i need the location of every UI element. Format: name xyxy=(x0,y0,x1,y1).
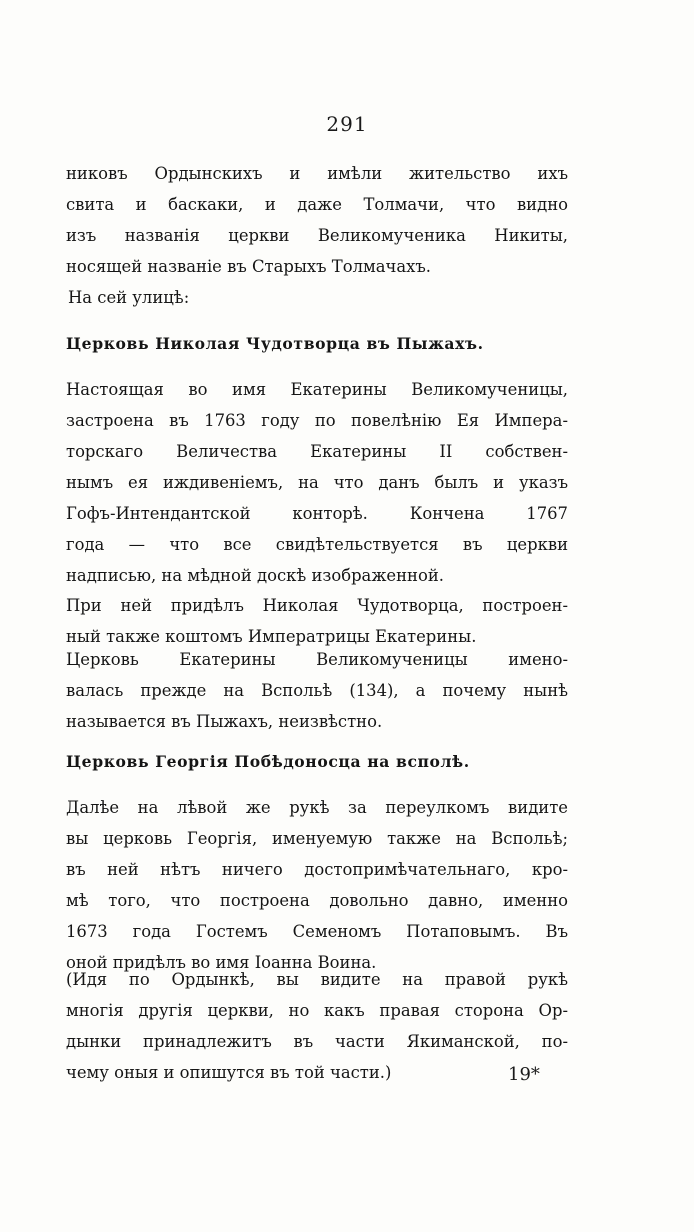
text-line: При ней придѣлъ Николая Чудотворца, построен- xyxy=(66,596,568,615)
text-line: изъ названія церкви Великомученика Никиты, xyxy=(66,226,568,245)
text-line: ный также коштомъ Императрицы Екатерины. xyxy=(66,627,477,646)
text-line: называется въ Пыжахъ, неизвѣстно. xyxy=(66,712,383,731)
text-line: вы церковь Георгія, именуемую также на Вспольѣ; xyxy=(66,829,568,848)
text-line: Церковь Екатерины Великомученицы имено- xyxy=(66,650,568,669)
signature-mark: 19* xyxy=(508,1064,540,1085)
text-line: Далѣе на лѣвой же рукѣ за переулкомъ видите xyxy=(66,798,568,817)
section1-paragraph-3 xyxy=(66,644,568,737)
text-line: оной придѣлъ во имя Іоанна Воина. xyxy=(66,953,377,972)
section2-paragraph-2 xyxy=(66,964,568,1088)
text-line: 1673 года Гостемъ Семеномъ Потаповымъ. Въ xyxy=(66,922,568,941)
text-line: многія другія церкви, но какъ правая сторона Ор- xyxy=(66,1001,568,1020)
text-line: года — что все свидѣтельствуется въ церкви xyxy=(66,535,568,554)
intro-paragraph xyxy=(66,158,568,313)
text-line: въ ней нѣтъ ничего достопримѣчательнаго, кро- xyxy=(66,860,568,879)
page-number: 291 xyxy=(326,112,368,136)
text-line: носящей названіе въ Старыхъ Толмачахъ. xyxy=(66,257,431,276)
section1-paragraph-1 xyxy=(66,374,568,591)
text-line: валась прежде на Вспольѣ (134), а почему нынѣ xyxy=(66,681,568,700)
text-line: дынки принадлежитъ въ части Якиманской, по- xyxy=(66,1032,568,1051)
text-line: Настоящая во имя Екатерины Великомученицы, xyxy=(66,380,568,399)
text-line: застроена въ 1763 году по повелѣнію Ея Импера- xyxy=(66,411,568,430)
text-line: торскаго Величества Екатерины II собствен- xyxy=(66,442,568,461)
text-line: мѣ того, что построена довольно давно, именно xyxy=(66,891,568,910)
section2-paragraph-1 xyxy=(66,792,568,978)
text-line: нымъ ея иждивеніемъ, на что данъ былъ и указъ xyxy=(66,473,568,492)
text-line: свита и баскаки, и даже Толмачи, что видно xyxy=(66,195,568,214)
text-line: чему оныя и опишутся въ той части.) xyxy=(66,1063,392,1082)
section-heading-georgii: Церковь Георгія Побѣдоносца на всполѣ. xyxy=(66,752,470,771)
text-line: Гофъ-Интендантской конторѣ. Кончена 1767 xyxy=(66,504,568,523)
text-line: никовъ Ордынскихъ и имѣли жительство ихъ xyxy=(66,164,568,183)
section-heading-nikolai: Церковь Николая Чудотворца въ Пыжахъ. xyxy=(66,334,484,353)
text-line: (Идя по Ордынкѣ, вы видите на правой рукѣ xyxy=(66,970,568,989)
text-line: На сей улицѣ: xyxy=(68,288,190,307)
text-line: надписью, на мѣдной доскѣ изображенной. xyxy=(66,566,444,585)
section1-paragraph-2 xyxy=(66,590,568,652)
